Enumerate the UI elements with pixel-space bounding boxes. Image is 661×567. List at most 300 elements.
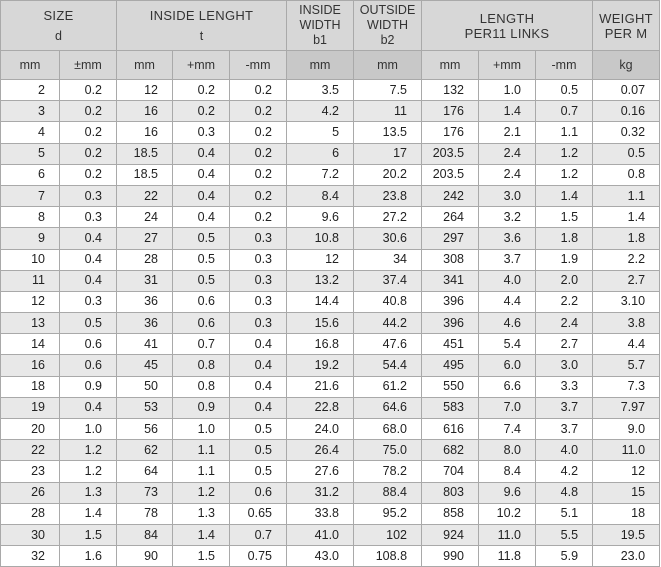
inside-width-cell: 33.8 (287, 503, 354, 524)
length-plus-cell: 6.0 (479, 355, 536, 376)
inside-length-header-sub: t (199, 28, 204, 43)
weight-per-m-cell: 5.7 (593, 355, 660, 376)
inside-length-plus-cell: 0.5 (173, 249, 230, 270)
size-d-cell: 12 (1, 291, 60, 312)
inside-width-cell: 19.2 (287, 355, 354, 376)
length-minus-cell: 1.2 (536, 143, 593, 164)
inside-width-line1: INSIDE (299, 3, 341, 17)
inside-width-cell: 7.2 (287, 164, 354, 185)
inside-length-minus-cell: 0.2 (230, 101, 287, 122)
weight-per-m-cell: 3.8 (593, 313, 660, 334)
length-11-links-cell: 616 (422, 419, 479, 440)
weight-per-m-cell: 19.5 (593, 524, 660, 545)
length-header (422, 1, 593, 51)
inside-width-cell: 5 (287, 122, 354, 143)
size-header (1, 1, 117, 51)
inside-length-plus-cell: 0.6 (173, 313, 230, 334)
length-minus-cell: 4.0 (536, 440, 593, 461)
weight-per-m-cell: 1.8 (593, 228, 660, 249)
length-11-links-cell: 264 (422, 207, 479, 228)
size-tol-cell: 0.3 (60, 185, 117, 206)
length-minus-cell: 4.2 (536, 461, 593, 482)
outside-width-cell: 108.8 (354, 546, 422, 567)
inside-length-cell: 90 (117, 546, 173, 567)
outside-width-cell: 37.4 (354, 270, 422, 291)
inside-length-plus-cell: 1.0 (173, 419, 230, 440)
size-d-cell: 2 (1, 80, 60, 101)
length-11-links-cell: 132 (422, 80, 479, 101)
inside-length-plus-cell: 0.2 (173, 80, 230, 101)
inside-length-cell: 56 (117, 419, 173, 440)
outside-width-cell: 20.2 (354, 164, 422, 185)
outside-width-cell: 102 (354, 524, 422, 545)
table-row (1, 80, 660, 101)
inside-width-cell: 4.2 (287, 101, 354, 122)
outside-width-cell: 30.6 (354, 228, 422, 249)
inside-length-minus-cell: 0.4 (230, 376, 287, 397)
inside-width-cell: 3.5 (287, 80, 354, 101)
length-plus-cell: 6.6 (479, 376, 536, 397)
weight-per-m-cell: 11.0 (593, 440, 660, 461)
weight-per-m-cell: 7.3 (593, 376, 660, 397)
length-plus-cell: 9.6 (479, 482, 536, 503)
inside-length-minus-cell: 0.2 (230, 80, 287, 101)
size-tol-cell: 0.2 (60, 143, 117, 164)
size-tol-cell: 1.2 (60, 440, 117, 461)
length-minus-cell: 3.7 (536, 397, 593, 418)
inside-length-minus-cell: 0.7 (230, 524, 287, 545)
table-row (1, 185, 660, 206)
size-d-cell: 20 (1, 419, 60, 440)
length-header-title: LENGTH (479, 10, 535, 26)
length-11-links-cell: 308 (422, 249, 479, 270)
inside-length-cell: 62 (117, 440, 173, 461)
inside-length-cell: 64 (117, 461, 173, 482)
length-11-links-cell: 176 (422, 101, 479, 122)
size-tol-cell: 1.3 (60, 482, 117, 503)
size-d-cell: 4 (1, 122, 60, 143)
inside-length-cell: 78 (117, 503, 173, 524)
inside-length-minus-cell: 0.6 (230, 482, 287, 503)
size-d-cell: 30 (1, 524, 60, 545)
outside-width-line3: b2 (380, 33, 395, 47)
weight-per-m-cell: 0.32 (593, 122, 660, 143)
inside-length-plus-cell: 1.2 (173, 482, 230, 503)
weight-per-m-cell: 3.10 (593, 291, 660, 312)
length-minus-cell: 2.4 (536, 313, 593, 334)
inside-width-cell: 12 (287, 249, 354, 270)
inside-length-header (117, 1, 287, 51)
length-minus-cell: 3.7 (536, 419, 593, 440)
inside-width-cell: 31.2 (287, 482, 354, 503)
inside-length-cell: 16 (117, 101, 173, 122)
inside-length-cell: 73 (117, 482, 173, 503)
length-plus-cell: 7.4 (479, 419, 536, 440)
inside-length-cell: 50 (117, 376, 173, 397)
size-tol-cell: 0.2 (60, 80, 117, 101)
inside-width-line2: WIDTH (299, 18, 341, 32)
length-11-links-cell: 341 (422, 270, 479, 291)
length-plus-cell: 1.0 (479, 80, 536, 101)
size-tol-cell: 0.4 (60, 228, 117, 249)
inside-length-minus-cell: 0.2 (230, 185, 287, 206)
outside-width-cell: 61.2 (354, 376, 422, 397)
table-header (1, 1, 660, 80)
size-d-cell: 16 (1, 355, 60, 376)
unit-cell: ±mm (60, 51, 117, 80)
weight-per-m-cell: 0.16 (593, 101, 660, 122)
outside-width-cell: 17 (354, 143, 422, 164)
inside-width-cell: 41.0 (287, 524, 354, 545)
length-plus-cell: 3.2 (479, 207, 536, 228)
table-row (1, 334, 660, 355)
size-d-cell: 19 (1, 397, 60, 418)
weight-header (593, 1, 660, 51)
weight-per-m-cell: 1.4 (593, 207, 660, 228)
size-tol-cell: 1.0 (60, 419, 117, 440)
weight-per-m-cell: 12 (593, 461, 660, 482)
inside-length-plus-cell: 0.7 (173, 334, 230, 355)
length-minus-cell: 1.1 (536, 122, 593, 143)
inside-length-minus-cell: 0.5 (230, 461, 287, 482)
inside-length-cell: 24 (117, 207, 173, 228)
inside-length-cell: 18.5 (117, 143, 173, 164)
inside-length-minus-cell: 0.3 (230, 270, 287, 291)
inside-length-plus-cell: 0.4 (173, 207, 230, 228)
outside-width-cell: 64.6 (354, 397, 422, 418)
outside-width-cell: 40.8 (354, 291, 422, 312)
inside-length-plus-cell: 0.2 (173, 101, 230, 122)
units-row (1, 51, 660, 80)
inside-length-header-title: INSIDE LENGHT (149, 7, 254, 23)
outside-width-cell: 75.0 (354, 440, 422, 461)
length-plus-cell: 4.6 (479, 313, 536, 334)
inside-length-cell: 84 (117, 524, 173, 545)
weight-per-m-cell: 1.1 (593, 185, 660, 206)
outside-width-cell: 47.6 (354, 334, 422, 355)
size-d-cell: 3 (1, 101, 60, 122)
inside-width-cell: 22.8 (287, 397, 354, 418)
weight-per-m-cell: 15 (593, 482, 660, 503)
inside-length-minus-cell: 0.3 (230, 228, 287, 249)
inside-length-minus-cell: 0.3 (230, 249, 287, 270)
size-d-cell: 23 (1, 461, 60, 482)
outside-width-cell: 44.2 (354, 313, 422, 334)
inside-width-cell: 9.6 (287, 207, 354, 228)
length-plus-cell: 7.0 (479, 397, 536, 418)
size-tol-cell: 0.3 (60, 207, 117, 228)
inside-width-cell: 27.6 (287, 461, 354, 482)
weight-per-m-cell: 2.7 (593, 270, 660, 291)
inside-length-plus-cell: 0.8 (173, 355, 230, 376)
length-plus-cell: 3.0 (479, 185, 536, 206)
weight-header-line2: PER M (604, 25, 648, 41)
unit-cell: -mm (536, 51, 593, 80)
weight-header-line1: WEIGHT (599, 10, 653, 26)
inside-length-cell: 18.5 (117, 164, 173, 185)
size-d-cell: 7 (1, 185, 60, 206)
size-d-cell: 28 (1, 503, 60, 524)
length-plus-cell: 2.4 (479, 143, 536, 164)
size-tol-cell: 1.2 (60, 461, 117, 482)
length-plus-cell: 10.2 (479, 503, 536, 524)
length-11-links-cell: 203.5 (422, 164, 479, 185)
length-plus-cell: 2.4 (479, 164, 536, 185)
length-minus-cell: 3.0 (536, 355, 593, 376)
size-d-cell: 14 (1, 334, 60, 355)
size-tol-cell: 0.6 (60, 334, 117, 355)
size-d-cell: 32 (1, 546, 60, 567)
inside-width-cell: 24.0 (287, 419, 354, 440)
size-tol-cell: 0.2 (60, 164, 117, 185)
length-11-links-cell: 297 (422, 228, 479, 249)
inside-length-cell: 22 (117, 185, 173, 206)
length-11-links-cell: 924 (422, 524, 479, 545)
inside-length-cell: 41 (117, 334, 173, 355)
length-minus-cell: 2.0 (536, 270, 593, 291)
size-d-cell: 26 (1, 482, 60, 503)
size-d-cell: 18 (1, 376, 60, 397)
inside-length-plus-cell: 0.5 (173, 228, 230, 249)
outside-width-header (354, 1, 422, 51)
weight-per-m-cell: 0.8 (593, 164, 660, 185)
table-row (1, 143, 660, 164)
size-d-cell: 22 (1, 440, 60, 461)
table-row (1, 270, 660, 291)
inside-length-minus-cell: 0.65 (230, 503, 287, 524)
outside-width-cell: 95.2 (354, 503, 422, 524)
table-body (1, 80, 660, 567)
outside-width-line2: WIDTH (367, 18, 408, 32)
table-row (1, 482, 660, 503)
inside-length-minus-cell: 0.3 (230, 291, 287, 312)
outside-width-cell: 34 (354, 249, 422, 270)
inside-length-plus-cell: 1.1 (173, 461, 230, 482)
length-minus-cell: 5.9 (536, 546, 593, 567)
inside-length-plus-cell: 0.9 (173, 397, 230, 418)
table-row (1, 419, 660, 440)
table-row (1, 503, 660, 524)
size-header-title: SIZE (43, 7, 74, 23)
length-11-links-cell: 803 (422, 482, 479, 503)
table-row (1, 164, 660, 185)
length-11-links-cell: 203.5 (422, 143, 479, 164)
unit-cell: mm (422, 51, 479, 80)
inside-width-cell: 16.8 (287, 334, 354, 355)
length-11-links-cell: 858 (422, 503, 479, 524)
outside-width-cell: 88.4 (354, 482, 422, 503)
size-tol-cell: 1.5 (60, 524, 117, 545)
size-tol-cell: 0.3 (60, 291, 117, 312)
length-11-links-cell: 396 (422, 291, 479, 312)
size-tol-cell: 0.9 (60, 376, 117, 397)
inside-length-plus-cell: 0.8 (173, 376, 230, 397)
outside-width-cell: 11 (354, 101, 422, 122)
inside-length-minus-cell: 0.75 (230, 546, 287, 567)
inside-length-minus-cell: 0.4 (230, 355, 287, 376)
size-tol-cell: 1.6 (60, 546, 117, 567)
table-row (1, 122, 660, 143)
unit-cell: +mm (173, 51, 230, 80)
length-minus-cell: 0.7 (536, 101, 593, 122)
size-tol-cell: 0.4 (60, 249, 117, 270)
weight-per-m-cell: 2.2 (593, 249, 660, 270)
table-row (1, 207, 660, 228)
inside-width-header (287, 1, 354, 51)
weight-per-m-cell: 23.0 (593, 546, 660, 567)
weight-per-m-cell: 4.4 (593, 334, 660, 355)
length-plus-cell: 3.7 (479, 249, 536, 270)
size-tol-cell: 0.2 (60, 101, 117, 122)
inside-length-minus-cell: 0.2 (230, 164, 287, 185)
inside-width-cell: 21.6 (287, 376, 354, 397)
length-11-links-cell: 550 (422, 376, 479, 397)
inside-length-cell: 16 (117, 122, 173, 143)
length-minus-cell: 3.3 (536, 376, 593, 397)
length-plus-cell: 4.0 (479, 270, 536, 291)
size-d-cell: 11 (1, 270, 60, 291)
table-row (1, 313, 660, 334)
weight-per-m-cell: 0.07 (593, 80, 660, 101)
table-row (1, 376, 660, 397)
inside-length-plus-cell: 0.4 (173, 143, 230, 164)
table-row (1, 101, 660, 122)
length-minus-cell: 1.9 (536, 249, 593, 270)
inside-length-cell: 12 (117, 80, 173, 101)
table-row (1, 461, 660, 482)
weight-per-m-cell: 7.97 (593, 397, 660, 418)
length-11-links-cell: 176 (422, 122, 479, 143)
outside-width-cell: 68.0 (354, 419, 422, 440)
length-plus-cell: 11.8 (479, 546, 536, 567)
unit-cell: mm (1, 51, 60, 80)
size-d-cell: 8 (1, 207, 60, 228)
length-minus-cell: 1.2 (536, 164, 593, 185)
inside-length-minus-cell: 0.4 (230, 397, 287, 418)
length-plus-cell: 3.6 (479, 228, 536, 249)
length-header-sub: PER11 LINKS (464, 25, 550, 41)
inside-width-cell: 14.4 (287, 291, 354, 312)
inside-length-minus-cell: 0.5 (230, 419, 287, 440)
length-11-links-cell: 583 (422, 397, 479, 418)
unit-cell: +mm (479, 51, 536, 80)
outside-width-cell: 13.5 (354, 122, 422, 143)
length-minus-cell: 1.4 (536, 185, 593, 206)
length-11-links-cell: 495 (422, 355, 479, 376)
outside-width-cell: 54.4 (354, 355, 422, 376)
length-minus-cell: 2.7 (536, 334, 593, 355)
length-11-links-cell: 396 (422, 313, 479, 334)
table-row (1, 397, 660, 418)
table-row (1, 524, 660, 545)
length-plus-cell: 4.4 (479, 291, 536, 312)
table-row (1, 249, 660, 270)
inside-length-plus-cell: 1.4 (173, 524, 230, 545)
outside-width-line1: OUTSIDE (359, 3, 416, 17)
length-plus-cell: 5.4 (479, 334, 536, 355)
size-d-cell: 9 (1, 228, 60, 249)
length-minus-cell: 1.5 (536, 207, 593, 228)
inside-length-cell: 53 (117, 397, 173, 418)
length-minus-cell: 5.1 (536, 503, 593, 524)
length-minus-cell: 4.8 (536, 482, 593, 503)
inside-length-minus-cell: 0.2 (230, 122, 287, 143)
table-row (1, 291, 660, 312)
inside-width-cell: 26.4 (287, 440, 354, 461)
inside-length-minus-cell: 0.4 (230, 334, 287, 355)
length-plus-cell: 2.1 (479, 122, 536, 143)
inside-width-cell: 43.0 (287, 546, 354, 567)
size-tol-cell: 0.2 (60, 122, 117, 143)
inside-length-minus-cell: 0.5 (230, 440, 287, 461)
size-tol-cell: 0.4 (60, 270, 117, 291)
unit-cell: -mm (230, 51, 287, 80)
unit-cell: mm (117, 51, 173, 80)
size-tol-cell: 0.4 (60, 397, 117, 418)
inside-length-plus-cell: 1.3 (173, 503, 230, 524)
length-11-links-cell: 704 (422, 461, 479, 482)
size-header-sub: d (55, 28, 62, 43)
inside-length-cell: 27 (117, 228, 173, 249)
inside-length-plus-cell: 0.3 (173, 122, 230, 143)
size-tol-cell: 0.5 (60, 313, 117, 334)
inside-width-cell: 10.8 (287, 228, 354, 249)
inside-length-cell: 45 (117, 355, 173, 376)
outside-width-cell: 78.2 (354, 461, 422, 482)
length-minus-cell: 0.5 (536, 80, 593, 101)
inside-length-cell: 28 (117, 249, 173, 270)
inside-width-cell: 13.2 (287, 270, 354, 291)
length-plus-cell: 11.0 (479, 524, 536, 545)
inside-width-cell: 8.4 (287, 185, 354, 206)
table-row (1, 228, 660, 249)
inside-length-minus-cell: 0.3 (230, 313, 287, 334)
inside-length-cell: 36 (117, 313, 173, 334)
inside-width-line3: b1 (313, 33, 327, 47)
size-tol-cell: 0.6 (60, 355, 117, 376)
length-minus-cell: 5.5 (536, 524, 593, 545)
size-d-cell: 10 (1, 249, 60, 270)
size-tol-cell: 1.4 (60, 503, 117, 524)
inside-width-cell: 6 (287, 143, 354, 164)
length-plus-cell: 8.4 (479, 461, 536, 482)
outside-width-cell: 23.8 (354, 185, 422, 206)
inside-length-minus-cell: 0.2 (230, 143, 287, 164)
length-plus-cell: 1.4 (479, 101, 536, 122)
table-row (1, 355, 660, 376)
unit-cell: mm (287, 51, 354, 80)
weight-per-m-cell: 18 (593, 503, 660, 524)
inside-length-plus-cell: 0.4 (173, 185, 230, 206)
size-d-cell: 5 (1, 143, 60, 164)
inside-length-plus-cell: 0.5 (173, 270, 230, 291)
inside-length-cell: 31 (117, 270, 173, 291)
weight-per-m-cell: 9.0 (593, 419, 660, 440)
inside-length-cell: 36 (117, 291, 173, 312)
unit-cell: mm (354, 51, 422, 80)
weight-per-m-cell: 0.5 (593, 143, 660, 164)
inside-length-plus-cell: 0.4 (173, 164, 230, 185)
inside-length-plus-cell: 0.6 (173, 291, 230, 312)
length-11-links-cell: 990 (422, 546, 479, 567)
outside-width-cell: 27.2 (354, 207, 422, 228)
size-d-cell: 13 (1, 313, 60, 334)
length-11-links-cell: 451 (422, 334, 479, 355)
length-plus-cell: 8.0 (479, 440, 536, 461)
length-11-links-cell: 682 (422, 440, 479, 461)
inside-length-minus-cell: 0.2 (230, 207, 287, 228)
inside-width-cell: 15.6 (287, 313, 354, 334)
